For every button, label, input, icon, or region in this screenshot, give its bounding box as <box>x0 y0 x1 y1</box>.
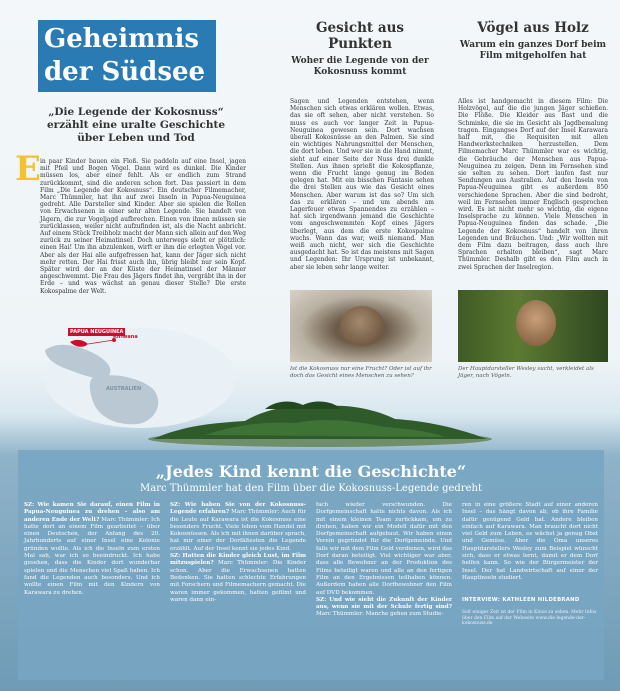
interview-question: SZ: Hatten die Kinder gleich Lust, im Film mitzuspielen? <box>170 553 306 567</box>
intro-text: in paar Kinder bauen ein Floß. Sie paddeln auf eine Insel, jagen mit Pfeil und Bogen Vögel. Dann wird es dunkel. Die Kinder müssen los, aber einer fehlt. Als er endlich zum Strand zurückkommt, sind die anderen schon fort. Das passiert in dem Film „Die Legende der Kokosnuss“. Ein deutscher Filmemacher, Marc Thümmler, hat ihn auf zwei Inseln in Papua-Neuguinea gedreht. Alle Darsteller sind Kinder. Aber sie spielen die Rollen von Erwachsenen in einer sehr alten Legende. Sie handelt von Jägern, die zur Vogeljagd aufbrechen. Einen von ihnen müssen sie zurücklassen, weiler nicht aufzufinden ist, als die Nacht anbricht. Auf einem Stück Treibholz macht der Mann sich allein auf den Weg zurück zu seiner Heimatinsel. Doch unterwegs sieht er plötzlich: einen Hai! Um ihn abzulenken, wirft er ihm die erlegten Vögel vor. Aber als der Hai alle aufgefressen hat, kann der Jäger sich nicht mehr retten. Der Hai frisst auch ihn, übrig bleibt nur sein Kopf. Später wird der an der Küste der Heimatinsel der Männer angeschwemmt. Die Frau des Jägers findet ihn, vergräbt ihn in der Erde – und was wächst an genau dieser Stelle? Die erste Kokospalme der Welt. <box>40 158 246 295</box>
interview-answer: ren in eine größere Stadt auf einer anderen Insel – das hängt davon ab, ob ihre Familie dafür genügend Geld hat. Andere bleiben einfach auf Karawara. Man braucht dort nicht viel Geld zum Leben, es wächst ja genug Obst und Gemüse. Aber die Oma unseres Hauptdarstellers Wesley zum Beispiel wünscht sich, dass er etwas lernt, damit er dem Dorf helfen kann. So wie der Bürgermeister der Insel. Der hat Landwirtschaft auf einer der Hauptinseln studiert. <box>462 502 598 581</box>
interview-answer: Marc Thümmler: Die Kinder schon. Aber die Erwachsenen hatten Bedenken. Sie hatten schlechte Erfahrungen mit Forschern und Filmemachern gemacht. Die waren immer gekommen, hatten gefilmt und waren dann ein- <box>170 560 306 603</box>
interview-column-3 <box>316 502 452 652</box>
dropcap: E <box>15 149 41 189</box>
interview-panel <box>18 450 604 680</box>
map-label-australien: AUSTRALIEN <box>106 386 142 392</box>
map-label-pn: PAPUA NEUGUINEA <box>70 329 124 335</box>
island-illustration <box>145 395 495 445</box>
coconut-photo <box>290 290 432 362</box>
interview-question: SZ: Wie haben Sie von der Kokosnuss-Legende erfahren? <box>170 502 306 516</box>
middle-heading <box>290 20 430 78</box>
right-heading-sub: Warum ein ganzes Dorf beim Film mitgeholfen hat <box>459 40 607 61</box>
interview-answer: Marc Thümmler: Auch für die Leute auf Karawara ist die Kokosnuss eine besondere Frucht. Viele leben vom Handel mit Kokosnüssen. Als ich mit ihnen darüber sprach, hat mir einer der Dorfältesten die Legende erzählt. Auf der Insel kennt sie jedes Kind. <box>170 509 306 552</box>
right-heading <box>458 20 608 62</box>
interview-column-1 <box>24 502 160 652</box>
interview-credit: INTERVIEW: KATHLEEN HILDEBRAND <box>462 597 580 603</box>
film-note: Seit einiger Zeit ist der Film in Kinos zu sehen. Mehr Infos über den Film auf der Webseite www.die-legende-der-kokosnuss.de <box>462 610 597 627</box>
hunter-photo <box>458 290 608 362</box>
interview-answer: Marc Thümmler: Ich hatte dort an einem Film gearbeitet – über einen Deutschen, der Anfang des 20. Jahrhunderts auf einer Insel eine Kolonie gründen wollte. Als ich die Inseln zum ersten Mal sah, war ich so beeindruckt. Ich habe gesehen, dass die Kinder dort wunderbar spielen und die Menschen viel Spaß haben. Ich fand die Legenden auch besonders. Und ich wollte einen Film mit den Kindern von Karawara zu drehen. <box>24 516 160 596</box>
interview-answer: Marc Thümmler: Manche gehen zum Studie- <box>316 611 444 618</box>
title-line-1: Geheimnis <box>44 24 199 54</box>
title-line-2: der Südsee <box>44 57 206 87</box>
interview-column-4 <box>462 502 598 652</box>
interview-question: SZ: Wie kamen Sie darauf, einen Film in Papua-Neuguinea zu drehen – also am anderen Ende der Welt? <box>24 502 160 523</box>
article-subtitle: „Die Legende der Kokosnuss“ erzählt eine uralte Geschichte über Leben und Tod <box>46 106 226 144</box>
right-heading-title: Vögel aus Holz <box>477 20 589 36</box>
hunter-face <box>516 300 556 346</box>
map-label-kiriwana: Kiriwana <box>113 334 138 340</box>
middle-heading-sub: Woher die Legende von der Kokosnuss kommt <box>291 56 429 77</box>
middle-heading-title: Gesicht aus Punkten <box>316 20 404 52</box>
interview-question: SZ: Und wie sieht die Zukunft der Kinder aus, wenn sie mit der Schule fertig sind? <box>316 596 452 611</box>
right-text: Alles ist handgemacht in diesem Film: Die Holzvögel, auf die die jungen Jäger schießen. Die Flöße. Die Kleider aus Bast und die Schminke, die sie im Gesicht als Jagdbemalung tragen. Eingangses Dorf auf der Insel Karawara half mit, die Requisiten mit allen Handwerkstechniken herzustellen. Dem Filmemacher Marc Thümmler war es wichtig, die Gebräuche der Menschen aus Papua-Neuguinea zu zeigen. Denn im Fernsehen sind sie selten zu sehen. Dort laufen fast nur Sendungen aus Australien. Auf den Inseln von Papua-Neuguinea gibt es außerdem 850 verschiedene Sprachen. Aber die sind bedroht, weil im Fernsehen immer Englisch gesprochen wird. Es ist nicht mehr so wichtig, die eigene Inselsprache zu können. Viele Menschen in Papua-Neuguinea finden das schade. „Die Legende der Kokosnuss“ handelt von ihren Legenden und Bräuchen. Und: „Wir wollten mit dem Film dazu beitragen, dass auch ihre Sprachen erhalten bleiben“, sagt Marc Thümmler. Deshalb gibt es den Film auch in zwei Sprachen der Inselregion. <box>458 98 608 271</box>
interview-column-2 <box>170 502 306 652</box>
coconut-shape <box>340 306 384 346</box>
interview-title: „Jedes Kind kennt die Geschichte“ <box>155 462 467 481</box>
title-block <box>38 20 216 92</box>
middle-text: Sagen und Legenden entstehen, wenn Menschen sich etwas erklären wollen. Etwas, das sie oft sehen, aber nicht verstehen. So muss es auch vor langer Zeit in Papua-Neuguinea gewesen sein. Dort wachsen überall Kokosnüsse an den Palmen. Sie sind ein wichtiges Nahrungsmittel der Menschen, die dort leben. Und wer sie in die Hand nimmt, sieht auf einer Seite der Nuss drei dunkle Stellen. Aus ihnen sprießt die Kokospflanze, wenn die Frucht lange genug im Boden gelegen hat. Mit ein bisschen Fantasie sehen die drei Stellen aus wie das Gesicht eines Menschen. Aber warum ist das so? Um sich das zu erklären – und um abends am Lagerfeuer etwas Spannendes zu erzählen – hat sich irgendwann jemand die Geschichte vom angeschwemmten Kopf eines Jägers überlegt, aus dem die erste Kokospalme wuchs. Wann das war, weiß niemand. Man weiß auch nicht, wer sich die Geschichte ausgedacht hat. So ist das meistens mit Sagen und Legenden: Ihr Ursprung ist unbekannt, aber sie leben sehr lange weiter. <box>290 98 434 271</box>
interview-subtitle: Marc Thümmler hat den Film über die Kokosnuss-Legende gedreht <box>140 483 482 494</box>
hunter-caption: Der Hauptdarsteller Wesley sucht, verkleidet als Jäger, nach Vögeln. <box>458 366 594 379</box>
interview-answer: fach wieder verschwunden. Die Dorfgemeinschaft hatte nichts davon. Als ich mit einem kleinen Team zurückkam, um zu drehen, haben wir ein Modell dafür mit den Dorfgemeinschaft aufgebaut. Wir haben einen Verein gegründet für die Dorfgemeinde. Und falls wir mit dem Film Geld verdienen, wird das Dorf daran beteiligt. Viel wichtiger war aber, dass alle Bewohner an der Produktion des Films beteiligt waren und alle an den fertigen Film an den Ergebnissen teilhaben können. Außerdem haben alle Dorfbewohner den Film auf DVD bekommen. <box>316 502 452 596</box>
coconut-caption: Ist die Kokosnuss nur eine Frucht? Oder ist auf ihr doch das Gesicht eines Menschen zu sehen? <box>290 366 432 379</box>
